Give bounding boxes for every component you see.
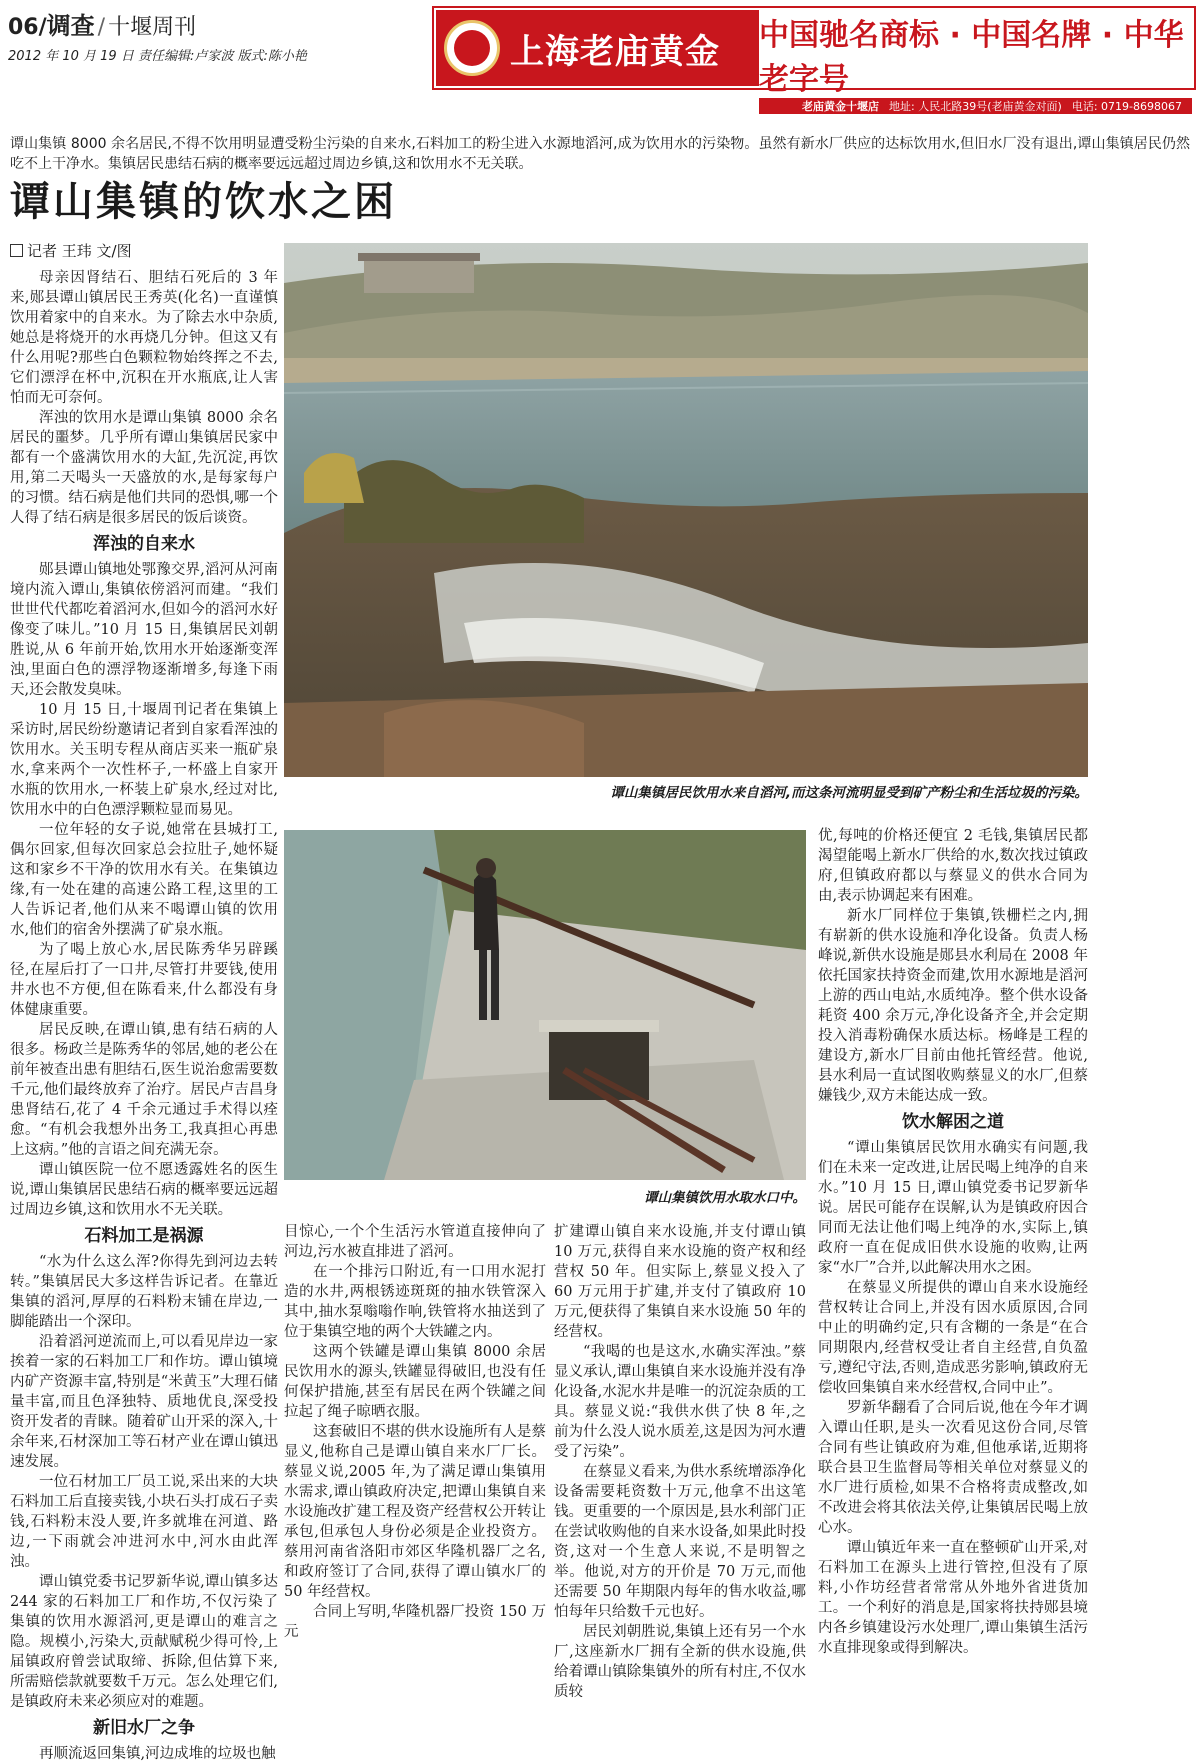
ad-brand-name: 上海老庙黄金	[510, 31, 720, 72]
river-photo	[284, 243, 1088, 777]
river-photo-image	[284, 243, 1088, 777]
intake-photo	[284, 830, 806, 1180]
paragraph: 一位年轻的女子说,她常在县城打工,偶尔回家,但每次回家总会拉肚子,她怀疑这和家乡不干净的饮用水有关。在集镇边缘,有一处在建的高速公路工程,这里的工人告诉记者,他们从来不喝谭山镇的饮用水,他们的宿舍外摆满了矿泉水瓶。	[10, 822, 278, 938]
paragraph: 合同上写明,华隆机器厂投资 150 万元	[284, 1604, 546, 1640]
byline-box-icon	[10, 244, 23, 257]
page-header	[8, 6, 307, 64]
subheading: 浑浊的自来水	[93, 534, 195, 554]
ad-brand-block	[436, 10, 759, 86]
ad-logo-icon	[444, 20, 500, 76]
article-column-3	[554, 1222, 806, 1718]
paragraph: 目惊心,一个个生活污水管道直接伸向了河边,污水被直排进了滔河。	[284, 1224, 546, 1260]
paragraph: 在蔡显义所提供的谭山自来水设施经营权转让合同上,并没有因水质原因,合同中止的明确约定,只有含糊的一条是“在合同期限内,经营权受让者自主经营,自负盈亏,遵纪守法,否则,造成恶劣影响,镇政府无偿收回集镇自来水经营权,合同中止”。	[818, 1280, 1088, 1396]
page-heading	[8, 6, 307, 41]
byline	[10, 240, 132, 261]
paragraph: “谭山集镇居民饮用水确实有问题,我们在未来一定改进,让居民喝上纯净的自来水。”10 月 15 日,谭山镇党委书记罗新华说。居民可能存在误解,认为是镇政府因合同而无法让他们喝上纯净的水,实际上,镇政府一直在促成旧供水设施的收购,让两家“水厂”合并,以此解决用水之困。	[818, 1140, 1088, 1276]
article-lead: 谭山集镇 8000 余名居民,不得不饮用明显遭受粉尘污染的自来水,石料加工的粉尘进入水源地滔河,成为饮用水的污染物。虽然有新水厂供应的达标饮用水,但旧水厂没有退出,谭山集镇居民仍然吃不上干净水。集镇居民患结石病的概率要远远超过周边乡镇,这和饮用水不无关联。	[10, 136, 1190, 172]
header-separator: /	[97, 15, 106, 40]
article-column-2	[284, 1222, 546, 1718]
paragraph: 这两个铁罐是谭山集镇 8000 余居民饮用水的源头,铁罐显得破旧,也没有任何保护措施,甚至有居民在两个铁罐之间拉起了绳子晾晒衣服。	[284, 1344, 546, 1420]
article-title: 谭山集镇的饮水之困	[10, 178, 397, 225]
dateline: 2012 年 10 月 19 日 责任编辑:卢家波 版式:陈小艳	[8, 49, 307, 64]
ad-store: 老庙黄金十堰店	[802, 100, 880, 113]
paragraph: 这套破旧不堪的供水设施所有人是蔡显义,他称自己是谭山镇自来水厂厂长。蔡显义说,2005 年,为了满足谭山集镇用水需求,谭山镇政府决定,把谭山集镇自来水设施改扩建工程及资产经营权公开转让承包,但承包人身份必须是企业投资方。蔡用河南省洛阳市郊区华隆机器厂之名,和政府签订了合同,获得了谭山镇水厂的 50 年经营权。	[284, 1424, 546, 1600]
article-column-1	[10, 268, 278, 1762]
section-name: 调查	[46, 12, 95, 40]
river-photo-caption: 谭山集镇居民饮用水来自滔河,而这条河流明显受到矿产粉尘和生活垃圾的污染。	[610, 785, 1088, 801]
ad-slogan: 中国驰名商标 · 中国名牌 · 中华老字号	[759, 18, 1184, 97]
paragraph: 新水厂同样位于集镇,铁栅栏之内,拥有崭新的供水设施和净化设备。负责人杨峰说,新供水设施是郧县水利局在 2008 年依托国家扶持资金而建,饮用水源地是滔河上游的西山电站,水质纯净。整个供水设备耗资 400 余万元,净化设备齐全,并会定期投入消毒粉确保水质达标。杨峰是工程的建设方,新水厂目前由他托管经营。他说,县水利局一直试图收购蔡显义的水厂,但蔡嫌钱少,双方未能达成一致。	[818, 908, 1088, 1104]
ad-contact-bar	[759, 98, 1192, 114]
paragraph: 为了喝上放心水,居民陈秀华另辟蹊径,在屋后打了一口井,尽管打井要钱,使用井水也不方便,但在陈看来,什么都没有身体健康重要。	[10, 942, 278, 1018]
paragraph: “我喝的也是这水,水确实浑浊。”蔡显义承认,谭山集镇自来水设施并没有净化设备,水泥水井是唯一的沉淀杂质的工具。蔡显义说:“我供水供了快 8 年,之前为什么没人说水质差,这是因为河水遭受了污染”。	[554, 1344, 806, 1460]
paragraph: 一位石材加工厂员工说,采出来的大块石料加工后直接卖钱,小块石头打成石子卖钱,石料粉末没人要,许多就堆在河道、路边,一下雨就会冲进河水中,河水由此浑浊。	[10, 1474, 278, 1570]
paragraph: 谭山镇医院一位不愿透露姓名的医生说,谭山集镇居民患结石病的概率要远远超过周边乡镇,这和饮用水不无关联。	[10, 1162, 278, 1218]
paragraph: 在一个排污口附近,有一口用水泥打造的水井,两根锈迹斑斑的抽水铁管深入其中,抽水泵嗡嗡作响,铁管将水抽送到了位于集镇空地的两个大铁罐之内。	[284, 1264, 546, 1340]
publication-name: 十堰周刊	[108, 15, 197, 40]
paragraph: 优,每吨的价格还便宜 2 毛钱,集镇居民都渴望能喝上新水厂供给的水,数次找过镇政府,但镇政府都以与蔡显义的供水合同为由,表示协调起来有困难。	[818, 828, 1088, 904]
paragraph: 母亲因肾结石、胆结石死后的 3 年来,郧县谭山镇居民王秀英(化名)一直谨慎饮用着家中的自来水。为了除去水中杂质,她总是将烧开的水再烧几分钟。但这又有什么用呢?那些白色颗粒物始终挥之不去,它们漂浮在杯中,沉积在开水瓶底,让人害怕而无可奈何。	[10, 270, 278, 406]
paragraph: 在蔡显义看来,为供水系统增添净化设备需要耗资数十万元,他拿不出这笔钱。更重要的一个原因是,县水利部门正在尝试收购他的自来水设备,如果此时投资,这对一个生意人来说,不是明智之举。他说,对方的开价是 70 万元,而他还需要 50 年期限内每年的售水收益,哪怕每年只给数千元也好。	[554, 1464, 806, 1620]
ad-phone: 电话: 0719-8698067	[1071, 100, 1182, 113]
intake-photo-caption: 谭山集镇饮用水取水口中。	[644, 1190, 806, 1206]
paragraph: 谭山镇党委书记罗新华说,谭山镇多达 244 家的石料加工厂和作坊,不仅污染了集镇的饮用水源滔河,更是谭山的难言之隐。规模小,污染大,贡献赋税少得可怜,上届镇政府曾尝试取缔、拆除,但估算下来,所需赔偿款就要数千万元。怎么处理它们,是镇政府未来必须应对的难题。	[10, 1574, 278, 1710]
paragraph: 居民反映,在谭山镇,患有结石病的人很多。杨政兰是陈秀华的邻居,她的老公在前年被查出患有胆结石,医生说治愈需要数千元,他们最终放弃了治疗。居民卢吉昌身患肾结石,花了 4 千余元通过手术得以痊愈。“有机会我想外出务工,我真担心再患上这病。”他的言语之间充满无奈。	[10, 1022, 278, 1158]
paragraph: 沿着滔河逆流而上,可以看见岸边一家挨着一家的石料加工厂和作坊。谭山镇境内矿产资源丰富,特别是“米黄玉”大理石储量丰富,而且色泽独特、质地优良,深受投资开发者的青睐。随着矿山开采的深入,十余年来,石材深加工等石材产业在谭山镇迅速发展。	[10, 1334, 278, 1470]
subheading: 石料加工是祸源	[84, 1226, 204, 1246]
paragraph: 郧县谭山镇地处鄂豫交界,滔河从河南境内流入谭山,集镇依傍滔河而建。“我们世世代代都吃着滔河水,但如今的滔河水好像变了味儿。”10 月 15 日,集镇居民刘朝胜说,从 6 年前开始,饮用水开始逐渐变浑浊,里面白色的漂浮物逐渐增多,每逢下雨天,还会散发臭味。	[10, 562, 278, 698]
byline-text: 记者 王玮 文/图	[27, 242, 132, 260]
paragraph: “水为什么这么浑?你得先到河边去转转。”集镇居民大多这样告诉记者。在靠近集镇的滔河,厚厚的石料粉末铺在岸边,一脚能踏出一个深印。	[10, 1254, 278, 1330]
paragraph: 浑浊的饮用水是谭山集镇 8000 余名居民的噩梦。几乎所有谭山集镇居民家中都有一个盛满饮用水的大缸,先沉淀,再饮用,第二天喝头一天盛放的水,是每家每户的习惯。结石病是他们共同的恐惧,哪一个人得了结石病是很多居民的饭后谈资。	[10, 410, 278, 526]
page-number: 06/	[8, 15, 47, 40]
subheading: 新旧水厂之争	[93, 1718, 195, 1738]
paragraph: 罗新华翻看了合同后说,他在今年才调入谭山任职,是头一次看见这份合同,尽管合同有些让镇政府为难,但他承诺,近期将联合县卫生监督局等相关单位对蔡显义的水厂进行质检,如果不合格将责成整改,如不改进会将其依法关停,让集镇居民喝上放心水。	[818, 1400, 1088, 1536]
intake-photo-image	[284, 830, 806, 1180]
ad-address: 地址: 人民北路39号(老庙黄金对面)	[889, 100, 1062, 113]
advertisement-banner	[432, 6, 1196, 113]
paragraph: 再顺流返回集镇,河边成堆的垃圾也触	[39, 1746, 276, 1762]
paragraph: 居民刘朝胜说,集镇上还有另一个水厂,这座新水厂拥有全新的供水设施,供给着谭山镇除集镇外的所有村庄,不仅水质较	[554, 1624, 806, 1700]
paragraph: 谭山镇近年来一直在整顿矿山开采,对石料加工在源头上进行管控,但没有了原料,小作坊经营者常常从外地外省进货加工。一个利好的消息是,国家将扶持郧县境内各乡镇建设污水处理厂,谭山集镇生活污水直排现象或得到解决。	[818, 1540, 1088, 1656]
article-column-4	[818, 826, 1088, 1718]
paragraph: 扩建谭山镇自来水设施,并支付谭山镇 10 万元,获得自来水设施的资产权和经营权 50 年。但实际上,蔡显义投入了 60 万元用于扩建,并支付了镇政府 10 万元,便获得了集镇自来水设施 50 年的经营权。	[554, 1224, 806, 1340]
subheading: 饮水解困之道	[902, 1112, 1004, 1132]
paragraph: 10 月 15 日,十堰周刊记者在集镇上采访时,居民纷纷邀请记者到自家看浑浊的饮用水。关玉明专程从商店买来一瓶矿泉水,拿来两个一次性杯子,一杯盛上自家开水瓶的饮用水,一杯装上矿泉水,经过对比,饮用水中的白色漂浮颗粒显而易见。	[10, 702, 278, 818]
